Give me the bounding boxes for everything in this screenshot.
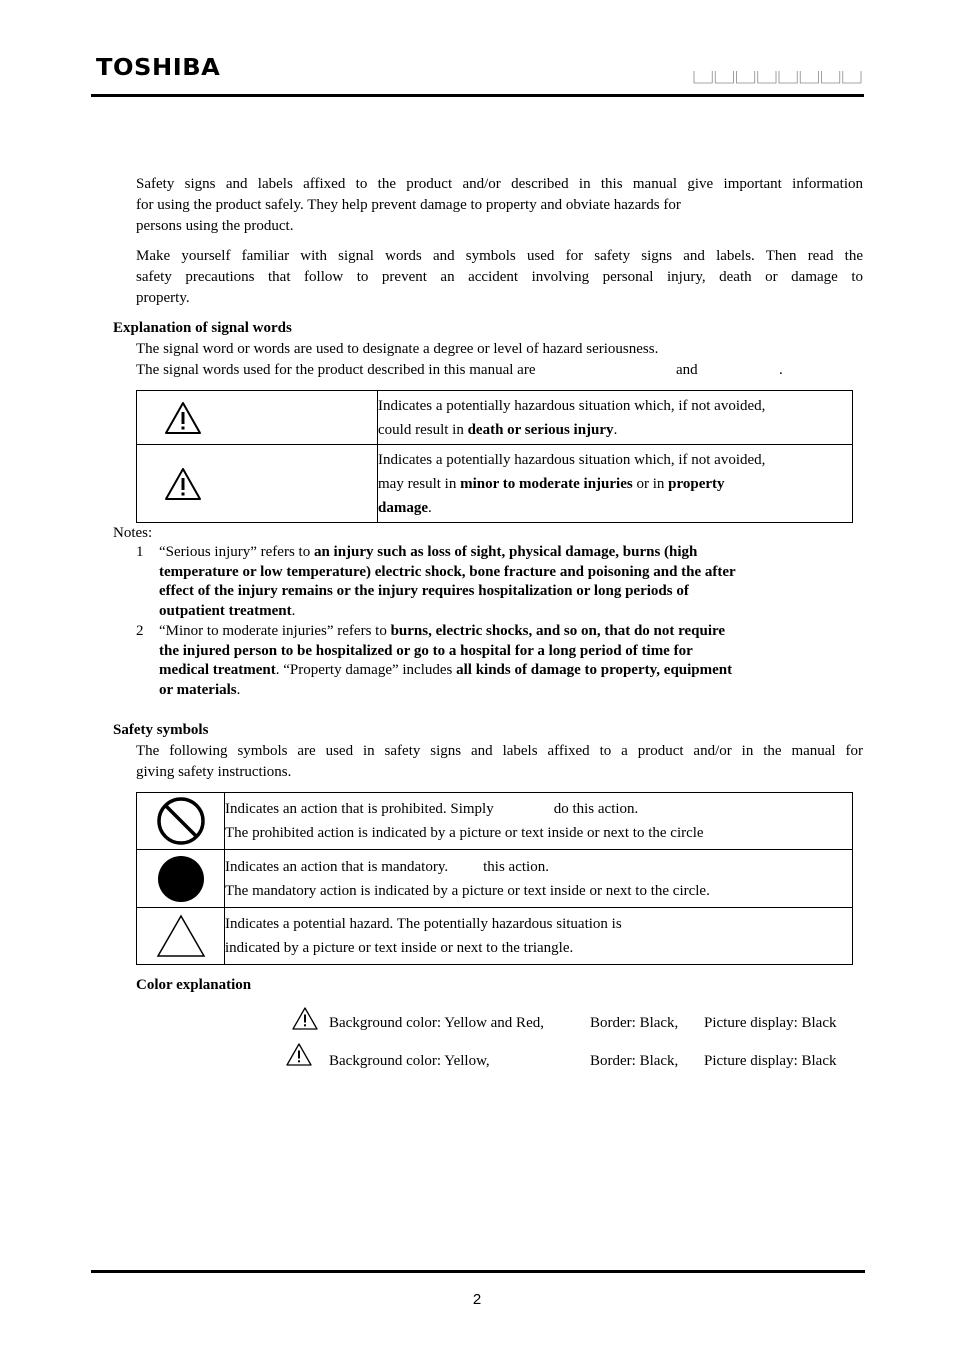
signal-text-bold: property	[668, 475, 725, 492]
prohibited-circle-icon	[156, 796, 206, 846]
signal-icon-cell	[137, 445, 378, 523]
symbol-text: do this action.	[553, 801, 639, 817]
document-id-box	[694, 71, 712, 83]
symbol-description-hazard	[225, 908, 853, 965]
intro-line-3: persons using the product.	[136, 218, 294, 234]
note-1	[136, 543, 836, 621]
signal-text-bold: minor to moderate injuries	[460, 475, 633, 492]
signal-words-table	[136, 390, 853, 523]
signal-text: could result in	[378, 421, 468, 438]
symbol-text-line: The prohibited action is indicated by a picture or text inside or next to the circle	[225, 825, 704, 841]
toshiba-logo: TOSHIBA	[96, 55, 221, 81]
note-text	[159, 543, 836, 621]
intro-line-1: Safety signs and labels affixed to the product and/or described in this manual give important information	[136, 176, 863, 192]
signal-text: may result in	[378, 475, 461, 492]
color-row-2-background: Background color: Yellow,	[329, 1053, 490, 1069]
note-line	[136, 543, 836, 621]
hazard-triangle-icon	[155, 913, 207, 959]
symbol-description-prohibited	[225, 793, 853, 850]
warning-triangle-icon	[285, 1042, 313, 1068]
page-number: 2	[472, 1291, 482, 1308]
signal-text-line	[378, 472, 852, 496]
signal-text: .	[613, 421, 618, 438]
warning-triangle-icon	[163, 466, 203, 502]
safety-symbols-heading: Safety symbols	[113, 722, 209, 738]
note-text-bold: medical treatment	[159, 662, 276, 679]
document-id-box	[843, 71, 861, 83]
signal-text-line	[378, 496, 852, 520]
signal-text-line: Indicates a potentially hazardous situation which, if not avoided,	[378, 451, 766, 468]
note-number: 1	[136, 544, 144, 560]
document-id-box	[737, 71, 755, 83]
note-text-bold: effect of the injury remains or the injury requires hospitalization or long periods of	[159, 583, 689, 600]
warning-triangle-icon	[163, 400, 203, 436]
warning-triangle-icon	[291, 1006, 319, 1032]
signal-text-bold: damage	[378, 499, 428, 516]
color-row-1-background: Background color: Yellow and Red,	[329, 1015, 544, 1031]
footer-rule	[91, 1270, 865, 1273]
signal-text-line: Indicates a potentially hazardous situation which, if not avoided,	[378, 397, 766, 414]
document-id-box	[758, 71, 776, 83]
note-text-bold: or materials	[159, 681, 237, 698]
note-text	[159, 622, 836, 700]
signal-text-line	[378, 418, 852, 442]
intro-line-5: safety precautions that follow to prevent an accident involving personal injury, death or damage to	[136, 269, 863, 285]
signal-text-bold: death or serious injury	[467, 421, 614, 438]
intro-line-2: for using the product safely. They help prevent damage to property and obviate hazards for	[136, 197, 681, 213]
symbol-row-hazard	[137, 908, 853, 965]
symbol-text-line: Indicates a potential hazard. The potentially hazardous situation is	[225, 916, 622, 932]
note-text-bold: all kinds of damage to property, equipment	[456, 662, 733, 679]
document-id-box	[822, 71, 840, 83]
signal-words-line-2b: and	[676, 362, 698, 378]
signal-row-warning	[137, 391, 853, 445]
signal-words-line-1: The signal word or words are used to designate a degree or level of hazard seriousness.	[136, 341, 659, 357]
signal-words-heading: Explanation of signal words	[113, 320, 292, 336]
note-text-bold: an injury such as loss of sight, physical damage, burns (high	[313, 544, 698, 560]
color-explanation-heading: Color explanation	[136, 977, 252, 993]
mandatory-circle-icon	[156, 854, 206, 904]
document-id-box	[800, 71, 818, 83]
note-text-bold: temperature or low temperature) electric shock, bone fracture and poisoning and the after	[159, 563, 736, 580]
signal-text: .	[428, 499, 432, 516]
document-id-box	[779, 71, 797, 83]
symbol-text-line	[225, 855, 852, 879]
note-text-plain: “Minor to moderate injuries” refers to	[159, 623, 391, 639]
symbol-icon-cell	[137, 908, 225, 965]
symbol-icon-cell	[137, 850, 225, 908]
note-text-bold: the injured person to be hospitalized or go to a hospital for a long period of time for	[159, 642, 693, 659]
symbol-icon-cell	[137, 793, 225, 850]
signal-words-line-2c: .	[779, 362, 783, 378]
note-2	[136, 622, 836, 700]
intro-line-4: Make yourself familiar with signal words and symbols used for safety signs and labels. Then read the	[136, 248, 863, 264]
symbol-row-prohibited	[137, 793, 853, 850]
note-text-bold: outpatient treatment	[159, 602, 292, 619]
symbol-text: Indicates an action that is prohibited. Simply	[225, 801, 494, 817]
note-text-plain: .	[236, 681, 241, 698]
note-line	[136, 622, 836, 700]
note-text-plain: “Serious injury” refers to	[159, 544, 314, 560]
signal-row-caution	[137, 445, 853, 523]
color-row-2-border: Border: Black,	[590, 1053, 679, 1069]
color-row-2-picture: Picture display: Black	[704, 1053, 837, 1069]
symbol-row-mandatory	[137, 850, 853, 908]
document-id-boxes	[693, 70, 863, 84]
signal-description-caution	[378, 445, 853, 523]
symbol-text-line: The mandatory action is indicated by a picture or text inside or next to the circle.	[225, 882, 710, 899]
signal-text: or in	[632, 475, 669, 492]
note-text-bold: burns, electric shocks, and so on, that do not require	[390, 623, 726, 639]
color-row-1-picture: Picture display: Black	[704, 1015, 837, 1031]
safety-symbols-line-2: giving safety instructions.	[136, 764, 292, 780]
symbol-text-line: indicated by a picture or text inside or next to the triangle.	[225, 940, 574, 956]
note-number: 2	[136, 623, 144, 639]
notes-label: Notes:	[113, 525, 153, 541]
signal-icon-cell	[137, 391, 378, 445]
signal-words-line-2a: The signal words used for the product described in this manual are	[136, 362, 536, 378]
color-row-1-border: Border: Black,	[590, 1015, 679, 1031]
header-rule	[91, 94, 864, 97]
symbol-text: Indicates an action that is mandatory.	[225, 858, 449, 875]
symbol-description-mandatory	[225, 850, 853, 908]
note-text-plain: . “Property damage” includes	[275, 662, 457, 679]
safety-symbols-table	[136, 792, 853, 965]
intro-line-6: property.	[136, 290, 190, 306]
document-id-box	[715, 71, 733, 83]
safety-symbols-line-1: The following symbols are used in safety signs and labels affixed to a product and/or in the manual for	[136, 743, 863, 759]
signal-description-warning	[378, 391, 853, 445]
symbol-text: this action.	[483, 858, 549, 875]
note-text-plain: .	[291, 602, 296, 619]
symbol-text-line	[225, 797, 852, 821]
